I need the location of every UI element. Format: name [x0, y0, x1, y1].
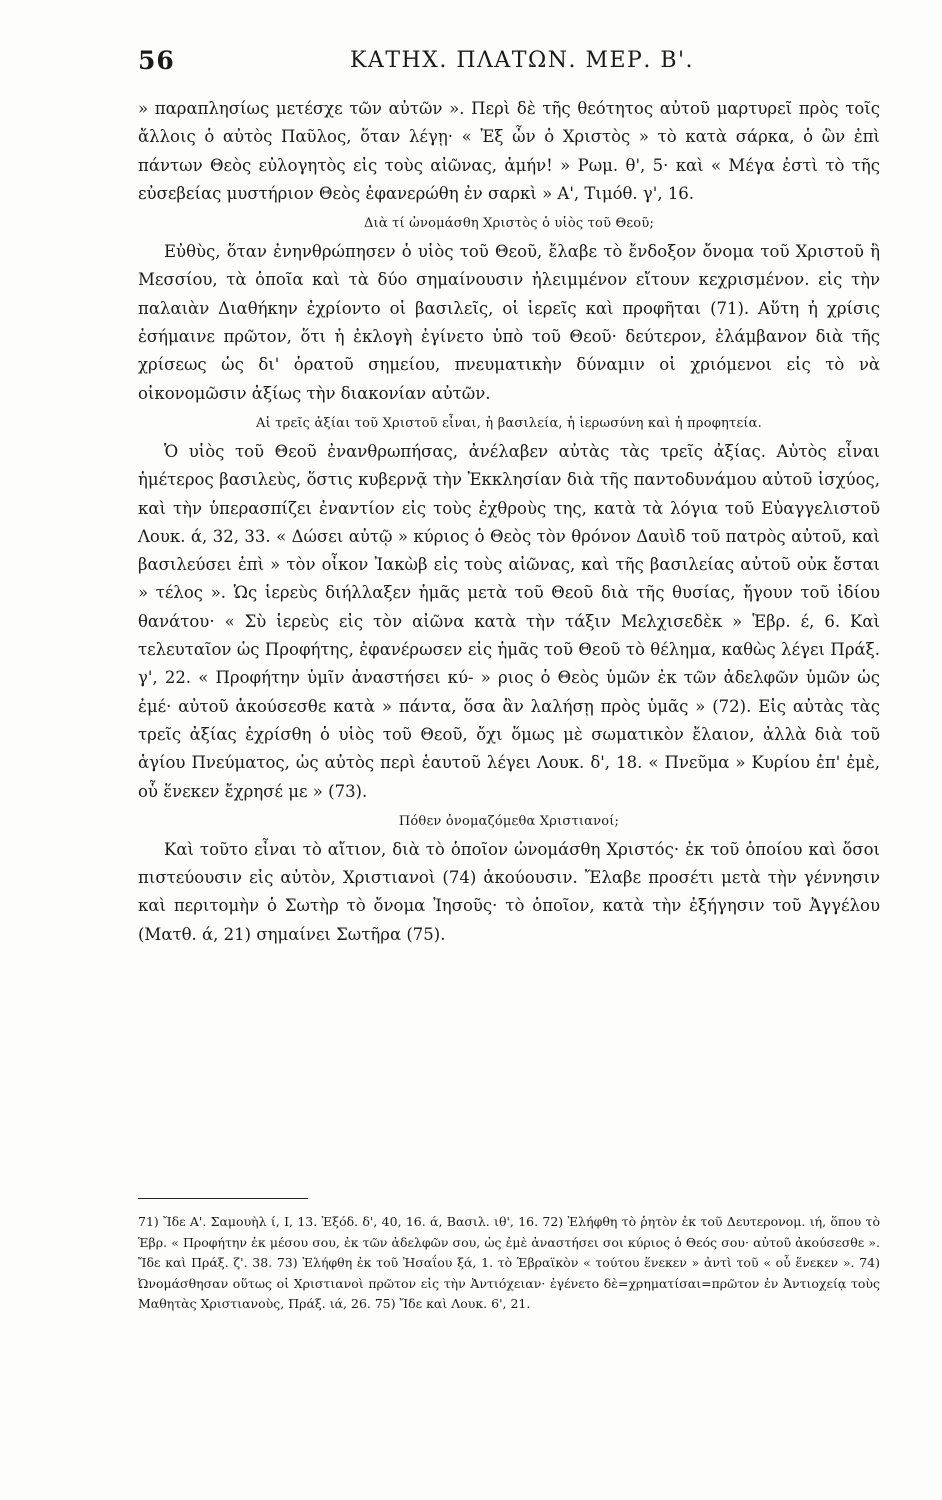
- section-heading-three-offices: Αἱ τρεῖς ἀξίαι τοῦ Χριστοῦ εἶναι, ἡ βασιλεία, ἡ ἱερωσύνη καὶ ἡ προφητεία.: [256, 415, 762, 431]
- paragraph-4: Καὶ τοῦτο εἶναι τὸ αἴτιον, διὰ τὸ ὁποῖον ὠνομάσθη Χριστός· ἐκ τοῦ ὁποίου καὶ ὅσοι πιστεύουσιν εἰς αὐτὸν, Χριστιανοὶ (74) ἀκούουσιν. Ἔλαβε προσέτι μετὰ τὴν γέννησιν καὶ περιτομὴν ὁ Σωτὴρ τὸ ὄνομα Ἰησοῦς· τὸ ὁποῖον, κατὰ τὴν ἐξήγησιν τοῦ Ἀγγέλου (Ματθ. ά, 21) σημαίνει Σωτῆρα (75).: [138, 839, 880, 944]
- page-header: [138, 46, 880, 86]
- paragraph-3: Ὁ υἱὸς τοῦ Θεοῦ ἐνανθρωπήσας, ἀνέλαβεν αὐτὰς τὰς τρεῖς ἀξίας. Αὐτὸς εἶναι ἡμέτερος βασιλεὺς, ὅστις κυβερνᾷ τὴν Ἐκκλησίαν διὰ τῆς παντοδυνάμου αὐτοῦ ἰσχύος, καὶ τὴν ὑπερασπίζει ἐναντίον εἰς τοὺς ἐχθροὺς της, κατὰ τὰ λόγια τοῦ Εὐαγγελιστοῦ Λουκ. ά, 32, 33. « Δώσει αὐτῷ » κύριος ὁ Θεὸς τὸν θρόνον Δαυὶδ τοῦ πατρὸς αὐτοῦ, καὶ βασιλεύσει ἐπὶ » τὸν οἶκον Ἰακὼβ εἰς τοὺς αἰῶνας, καὶ τῆς βασιλείας αὐτοῦ οὐκ ἔσται » τέλος ». Ὡς ἱερεὺς διήλλαξεν ἡμᾶς μετὰ τοῦ Θεοῦ διὰ τῆς θυσίας, ἤγουν τοῦ ἰδίου θανάτου· « Σὺ ἱερεὺς εἰς τὸν αἰῶνα κατὰ τὴν τάξιν Μελχισεδὲκ » Ἑβρ. έ, 6. Καὶ τελευταῖον ὡς Προφήτης, ἐφανέρωσεν εἰς ἡμᾶς τοῦ Θεοῦ τὸ θέλημα, καθὼς λέγει Πράξ. γ', 22. « Προφήτην ὑμῖν ἀναστήσει κύ- » ριος ὁ Θεὸς ὑμῶν ἐκ τῶν ἀδελφῶν ὑμῶν ὡς ἐμέ· αὐτοῦ ἀκούσεσθε κατὰ » πάντα, ὅσα ἂν λαλήσῃ πρὸς ὑμᾶς » (72). Εἰς αὐτὰς τὰς τρεῖς ἀξίας ἐχρίσθη ὁ υἱὸς τοῦ Θεοῦ, ὄχι ὅμως μὲ σωματικὸν ἔλαιον, ἀλλὰ διὰ τοῦ ἁγίου Πνεύματος, ὡς αὐτὸς περὶ ἑαυτοῦ λέγει Λουκ. δ', 18. « Πνεῦμα » Κυρίου ἐπ' ἐμὲ, οὗ ἕνεκεν ἔχρησέ με » (73).: [138, 441, 880, 801]
- footnote-divider: [138, 1198, 308, 1199]
- main-text: [138, 95, 880, 949]
- section-heading-christians: Πόθεν ὀνομαζόμεθα Χριστιανοί;: [398, 813, 620, 829]
- footnote-text: 71) Ἴδε Α'. Σαμουὴλ ί, Ι, 13. Ἐξόδ. δ', 40, 16. ά, Βασιλ. ιθ', 16. 72) Ἐλήφθη τὸ ῥητὸν ἐκ τοῦ Δευτερονομ. ιή, ὅπου τὸ Ἑβρ. « Προφήτην ἐκ μέσου σου, ἐκ τῶν ἀδελφῶν σου, ὡς ἐμὲ ἀναστήσει σοι κύριος ὁ Θεός σου· αὐτοῦ ἀκούσεσθε ». Ἴδε καὶ Πράξ. ζ'. 38. 73) Ἐλήφθη ἐκ τοῦ Ἠσαΐου ξά, 1. τὸ Ἑβραϊκὸν « τούτου ἕνεκεν » ἀντὶ τοῦ « οὗ ἕνεκεν ». 74) Ὠνομάσθησαν οὕτως οἱ Χριστιανοὶ πρῶτον εἰς τὴν Ἀντιόχειαν· ἐγένετο δὲ=χρηματίσαι=πρῶτον ἐν Ἀντιοχείᾳ τοὺς Μαθητὰς Χριστιανοὺς, Πράξ. ιά, 26. 75) Ἴδε καὶ Λουκ. 6', 21.: [138, 1214, 880, 1312]
- running-head: ΚΑΤΗΧ. ΠΛΑΤΩΝ. ΜΕΡ. Β'.: [350, 48, 695, 73]
- footnotes: [138, 1212, 880, 1315]
- paragraph-2: Εὐθὺς, ὅταν ἐνηνθρώπησεν ὁ υἱὸς τοῦ Θεοῦ, ἔλαβε τὸ ἔνδοξον ὄνομα τοῦ Χριστοῦ ἢ Μεσσίου, τὰ ὁποῖα καὶ τὰ δύο σημαίνουσιν ἠλειμμένον εἴτουν κεχρισμένον. εἰς τὴν παλαιὰν Διαθήκην ἐχρίοντο οἱ βασιλεῖς, οἱ ἱερεῖς καὶ προφῆται (71). Αὕτη ἡ χρίσις ἐσήμαινε πρῶτον, ὅτι ἡ ἐκλογὴ ἐγίνετο ὑπὸ τοῦ Θεοῦ· δεύτερον, ἐλάμβανον διὰ τῆς χρίσεως ὡς δι' ὁρατοῦ σημείου, πνευματικὴν δύναμιν οἱ χριόμενοι εἰς τὸ νὰ οἰκονομῶσιν ἀξίως τὴν διακονίαν αὐτῶν.: [138, 242, 880, 403]
- section-heading-christ-name: Διὰ τί ὠνομάσθη Χριστὸς ὁ υἱὸς τοῦ Θεοῦ;: [363, 216, 655, 232]
- paragraph-1: » παραπλησίως μετέσχε τῶν αὐτῶν ». Περὶ δὲ τῆς θεότητος αὐτοῦ μαρτυρεῖ πρὸς τοῖς ἄλλοις ὁ αὐτὸς Παῦλος, ὅταν λέγῃ· « Ἐξ ὧν ὁ Χριστὸς » τὸ κατὰ σάρκα, ὁ ὢν ἐπὶ πάντων Θεὸς εὐλογητὸς εἰς τοὺς αἰῶνας, ἀμήν! » Ρωμ. θ', 5· καὶ « Μέγα ἐστὶ τὸ τῆς εὐσεβείας μυστήριον Θεὸς ἐφανερώθη ἐν σαρκὶ » Α', Τιμόθ. γ', 16.: [138, 99, 880, 203]
- page-number: 56: [138, 46, 175, 75]
